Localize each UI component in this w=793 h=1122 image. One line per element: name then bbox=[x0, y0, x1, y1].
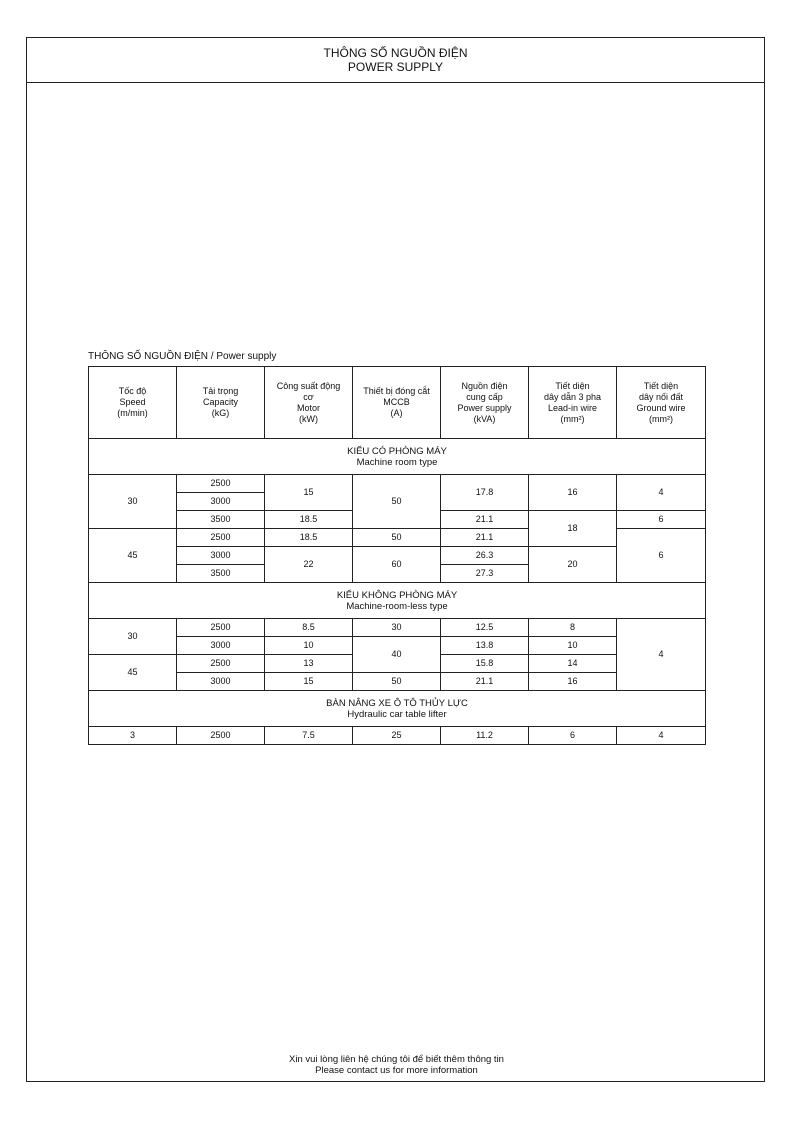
cell-motor: 22 bbox=[265, 547, 353, 583]
cell-capacity: 2500 bbox=[177, 727, 265, 745]
footer-line-en: Please contact us for more information bbox=[315, 1065, 478, 1076]
cell-lead: 20 bbox=[529, 547, 617, 583]
cell-ground: 6 bbox=[617, 529, 706, 583]
cell-power: 26.3 bbox=[441, 547, 529, 565]
header-row bbox=[89, 367, 706, 439]
col-speed-header: Tốc độ Speed (m/min) bbox=[89, 367, 177, 439]
cell-power: 21.1 bbox=[441, 511, 529, 529]
power-supply-table bbox=[88, 366, 706, 745]
cell-speed: 45 bbox=[89, 655, 177, 691]
col-mccb-header: Thiết bị đóng cắt MCCB (A) bbox=[353, 367, 441, 439]
cell-mccb: 50 bbox=[353, 475, 441, 529]
cell-speed: 30 bbox=[89, 619, 177, 655]
cell-lead: 8 bbox=[529, 619, 617, 637]
table-row bbox=[89, 475, 706, 493]
table-row bbox=[89, 637, 706, 655]
cell-motor: 10 bbox=[265, 637, 353, 655]
cell-lead: 14 bbox=[529, 655, 617, 673]
cell-mccb: 50 bbox=[353, 529, 441, 547]
table-row bbox=[89, 673, 706, 691]
cell-motor: 13 bbox=[265, 655, 353, 673]
table-row bbox=[89, 619, 706, 637]
cell-ground: 6 bbox=[617, 511, 706, 529]
cell-motor: 18.5 bbox=[265, 511, 353, 529]
cell-capacity: 2500 bbox=[177, 475, 265, 493]
cell-motor: 7.5 bbox=[265, 727, 353, 745]
table-row bbox=[89, 727, 706, 745]
cell-capacity: 3000 bbox=[177, 493, 265, 511]
col-ground-header: Tiết diện dây nối đất Ground wire (mm²) bbox=[617, 367, 706, 439]
cell-speed: 3 bbox=[89, 727, 177, 745]
footer-line-vi: Xin vui lòng liên hệ chúng tôi để biết thêm thông tin bbox=[289, 1054, 504, 1065]
cell-power: 27.3 bbox=[441, 565, 529, 583]
cell-lead: 16 bbox=[529, 673, 617, 691]
col-motor-header: Công suất động cơ Motor (kW) bbox=[265, 367, 353, 439]
cell-ground: 4 bbox=[617, 475, 706, 511]
cell-lead: 6 bbox=[529, 727, 617, 745]
group-row-hydraulic bbox=[89, 691, 706, 727]
cell-mccb: 40 bbox=[353, 637, 441, 673]
cell-capacity: 3000 bbox=[177, 547, 265, 565]
col-capacity-header: Tải trọng Capacity (kG) bbox=[177, 367, 265, 439]
header-title-en: POWER SUPPLY bbox=[347, 60, 444, 74]
cell-capacity: 2500 bbox=[177, 619, 265, 637]
group-row-machine-room bbox=[89, 439, 706, 475]
cell-power: 21.1 bbox=[441, 673, 529, 691]
cell-power: 11.2 bbox=[441, 727, 529, 745]
cell-power: 13.8 bbox=[441, 637, 529, 655]
cell-capacity: 3000 bbox=[177, 637, 265, 655]
group-title-hydraulic: BÀN NÂNG XE Ô TÔ THỦY LỰC Hydraulic car table lifter bbox=[89, 691, 706, 727]
page-footer bbox=[0, 1054, 793, 1076]
cell-capacity: 3500 bbox=[177, 565, 265, 583]
cell-power: 12.5 bbox=[441, 619, 529, 637]
cell-lead: 16 bbox=[529, 475, 617, 511]
cell-motor: 15 bbox=[265, 475, 353, 511]
cell-mccb: 60 bbox=[353, 547, 441, 583]
cell-speed: 30 bbox=[89, 475, 177, 529]
cell-power: 15.8 bbox=[441, 655, 529, 673]
header-title-vi: THÔNG SỐ NGUỒN ĐIỆN bbox=[323, 46, 468, 60]
cell-capacity: 3500 bbox=[177, 511, 265, 529]
cell-mccb: 30 bbox=[353, 619, 441, 637]
cell-motor: 8.5 bbox=[265, 619, 353, 637]
cell-lead: 18 bbox=[529, 511, 617, 547]
cell-speed: 45 bbox=[89, 529, 177, 583]
cell-motor: 18.5 bbox=[265, 529, 353, 547]
page-header bbox=[27, 38, 764, 83]
cell-capacity: 2500 bbox=[177, 655, 265, 673]
cell-mccb: 50 bbox=[353, 673, 441, 691]
cell-power: 21.1 bbox=[441, 529, 529, 547]
cell-mccb: 25 bbox=[353, 727, 441, 745]
group-title-machine-room: KIỂU CÓ PHÒNG MÁY Machine room type bbox=[89, 439, 706, 475]
col-lead-header: Tiết diện dây dẫn 3 pha Lead-in wire (mm²) bbox=[529, 367, 617, 439]
col-power-header: Nguồn điện cung cấp Power supply (kVA) bbox=[441, 367, 529, 439]
cell-ground: 4 bbox=[617, 619, 706, 691]
cell-ground: 4 bbox=[617, 727, 706, 745]
cell-power: 17.8 bbox=[441, 475, 529, 511]
cell-motor: 15 bbox=[265, 673, 353, 691]
table-row bbox=[89, 547, 706, 565]
section-caption: THÔNG SỐ NGUỒN ĐIỆN / Power supply bbox=[88, 351, 277, 362]
group-row-mrl bbox=[89, 583, 706, 619]
cell-lead: 10 bbox=[529, 637, 617, 655]
cell-capacity: 3000 bbox=[177, 673, 265, 691]
group-title-mrl: KIỂU KHÔNG PHÒNG MÁY Machine-room-less type bbox=[89, 583, 706, 619]
cell-capacity: 2500 bbox=[177, 529, 265, 547]
